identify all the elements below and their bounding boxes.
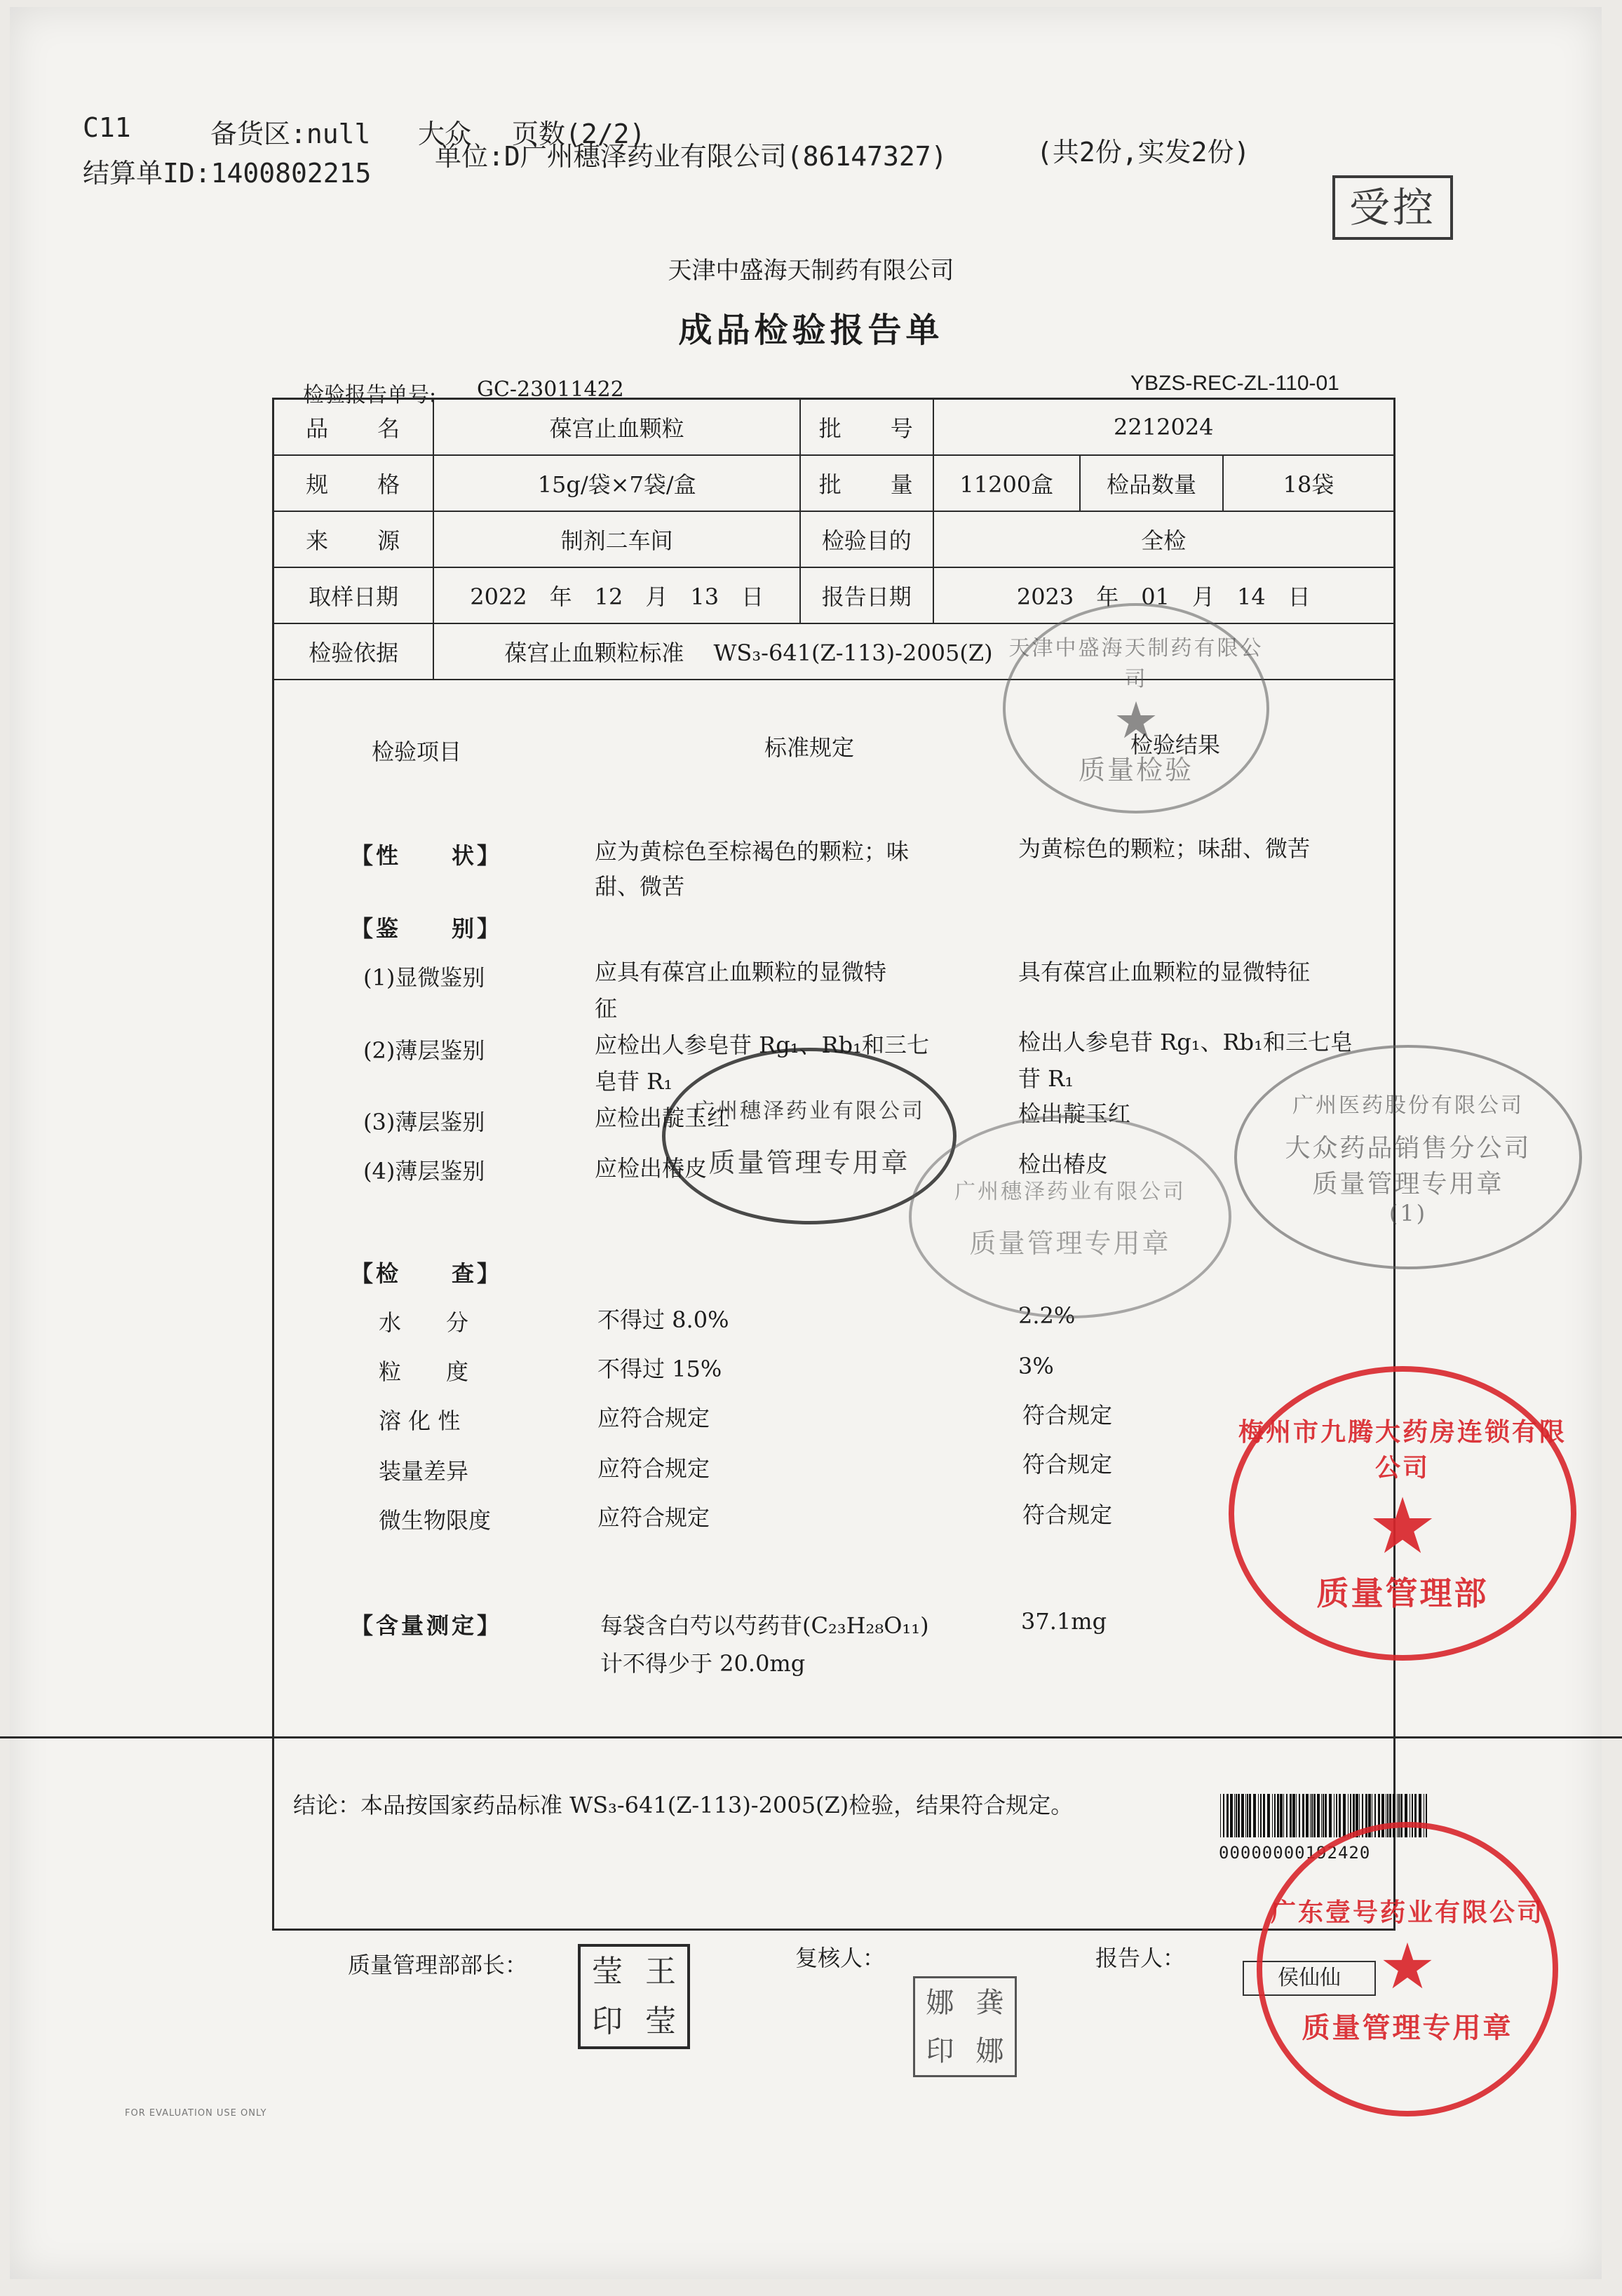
column-result: 检验结果 [1130,731,1221,758]
header-code: C11 [83,112,131,143]
header-unit: 单位:D广州穗泽药业有限公司(86147327) [435,141,947,172]
barcode-bar [1336,1794,1337,1837]
barcode-bar [1393,1794,1395,1837]
assay-standard-1: 每袋含白芍以芍药苷(C₂₃H₂₈O₁₁) [600,1612,929,1639]
ident3-standard: 应检出靛玉红 [595,1105,730,1131]
granule-standard: 不得过 15% [597,1356,722,1382]
barcode-bar [1362,1794,1363,1837]
barcode-bar [1249,1794,1251,1837]
sample-date-label: 取样日期 [274,567,433,623]
barcode-bar [1241,1794,1244,1837]
suize-faint-stamp-core: 质量管理专用章 [969,1227,1171,1259]
reviewer-seal-char: 娜 [975,2034,1004,2067]
ident4-standard: 应检出椿皮 [595,1155,708,1182]
loading-result: 符合规定 [1022,1451,1113,1478]
batch-quantity: 11200盒 [933,455,1080,511]
barcode-bar [1299,1794,1300,1837]
sample-quantity-label: 检品数量 [1080,455,1223,511]
tianjin-stamp-core: 质量检验 [1078,754,1194,785]
ident3-label: (3)薄层鉴别 [363,1109,485,1135]
barcode-bar [1381,1794,1384,1837]
barcode-bar [1405,1794,1407,1837]
inspection-basis: 葆宫止血颗粒标准 WS₃-641(Z-113)-2005(Z) [433,623,1393,680]
barcode-bar [1296,1794,1297,1837]
barcode-bar [1350,1794,1351,1837]
loading-standard: 应符合规定 [597,1455,710,1482]
barcode-bar [1325,1794,1327,1837]
barcode-number: 00000000192420 [1219,1843,1371,1863]
column-item: 检验项目 [372,738,462,765]
barcode-bar [1310,1794,1311,1837]
evaluation-watermark: FOR EVALUATION USE ONLY [125,2108,267,2119]
barcode-bar [1397,1794,1398,1837]
barcode-bar [1321,1794,1322,1837]
barcode-bar [1258,1794,1259,1837]
product-source: 制剂二车间 [433,511,800,567]
qa-head-seal-char: 莹 [645,2003,676,2039]
assay-standard-2: 计不得少于 20.0mg [600,1650,806,1677]
appearance-result: 为黄棕色的颗粒；味甜、微苦 [1018,835,1311,862]
barcode-bar [1414,1794,1417,1837]
guangzhou-stamp-core-2: 质量管理专用章 [1312,1170,1504,1198]
qa-head-seal-char: 王 [645,1953,676,1990]
reviewer-seal-char: 龚 [975,1986,1004,2019]
batch-label: 批 号 [800,400,933,455]
report-title: 成品检验报告单 [678,311,944,350]
ident2-label: (2)薄层鉴别 [363,1037,485,1064]
qa-head-seal-char: 莹 [592,1953,623,1990]
barcode-bar [1267,1794,1270,1837]
name-label: 品 名 [274,400,433,455]
barcode-bar [1260,1794,1262,1837]
water-label: 水 分 [379,1309,469,1336]
assay-result: 37.1mg [1021,1608,1107,1635]
document-code: YBZS-REC-ZL-110-01 [1130,372,1339,395]
barcode-bar [1412,1794,1413,1837]
barcode-bar [1348,1794,1349,1837]
product-spec: 15g/袋×7袋/盒 [433,455,800,511]
report-number: GC-23011422 [477,377,624,402]
loading-label: 装量差异 [379,1458,469,1485]
report-date: 2023 年 01 月 14 日 [933,567,1393,623]
barcode-bar [1339,1794,1341,1837]
solubility-label: 溶 化 性 [379,1407,461,1434]
sample-quantity: 18袋 [1223,455,1393,511]
ident2-standard-2: 皂苷 R₁ [595,1068,673,1095]
barcode-bar [1234,1794,1235,1837]
reporter-label: 报告人： [1095,1945,1186,1971]
ident1-label: (1)显微鉴别 [363,964,485,991]
ident1-result: 具有葆宫止血颗粒的显微特征 [1018,959,1311,985]
barcode-bar [1356,1794,1358,1837]
reviewer-seal [913,1976,1017,2077]
sample-date: 2022 年 12 月 13 日 [433,567,800,623]
barcode-bar [1353,1794,1355,1837]
ident2-result-1: 检出人参皂苷 Rg₁、Rb₁和三七皂 [1018,1029,1353,1055]
check-label: 【检 查】 [351,1260,503,1287]
barcode-bar [1323,1794,1324,1837]
guangdong-stamp-ring: 广东壹号药业有限公司 [1270,1898,1544,1927]
guangzhou-stamp-core-3: (1) [1388,1200,1428,1227]
barcode-bar [1419,1794,1421,1837]
suize-stamp-core: 质量管理专用章 [708,1147,910,1178]
water-standard: 不得过 8.0% [597,1306,729,1333]
barcode-bar [1311,1794,1313,1837]
qa-head-seal-char: 印 [592,2003,623,2039]
barcode-bar [1306,1794,1309,1837]
header-dept: 大众 [418,119,472,149]
ident2-result-2: 苷 R₁ [1018,1065,1074,1092]
report-number-label: 检验报告单号: [303,383,437,407]
divider-line [0,1736,1622,1738]
ident4-result: 检出椿皮 [1018,1151,1109,1177]
barcode-bar [1317,1794,1320,1837]
purpose-label: 检验目的 [800,511,933,567]
solubility-standard: 应符合规定 [597,1405,710,1431]
barcode-bar [1226,1794,1229,1837]
barcode-bar [1277,1794,1279,1837]
source-label: 来 源 [274,511,433,567]
suize-faint-stamp-ring: 广州穗泽药业有限公司 [954,1179,1186,1204]
company-name: 天津中盛海天制药有限公司 [668,257,954,285]
column-standard: 标准规定 [764,734,855,761]
barcode-bar [1290,1794,1292,1837]
water-result: 2.2% [1018,1302,1076,1329]
controlled-stamp: 受控 [1332,175,1453,240]
header-area: 备货区:null [210,119,371,149]
appearance-standard-1: 应为黄棕色至棕褐色的颗粒；味 [595,838,910,865]
header-pages: 页数(2/2) [512,119,646,149]
suize-stamp-ring: 广州穗泽药业有限公司 [694,1098,925,1123]
granule-result: 3% [1018,1353,1054,1379]
appearance-label: 【性 状】 [351,842,503,869]
solubility-result: 符合规定 [1022,1402,1113,1429]
micro-standard: 应符合规定 [597,1504,710,1531]
report-date-label: 报告日期 [800,567,933,623]
ident2-standard-1: 应检出人参皂苷 Rg₁、Rb₁和三七 [595,1032,929,1058]
barcode-bar [1272,1794,1273,1837]
ident3-result: 检出靛玉红 [1018,1100,1131,1127]
barcode-bar [1236,1794,1237,1837]
star-icon: ★ [1113,690,1159,750]
micro-label: 微生物限度 [379,1507,492,1534]
micro-result: 符合规定 [1022,1501,1113,1528]
reviewer-seal-char: 印 [926,2034,954,2067]
assay-label: 【含量测定】 [351,1612,503,1639]
barcode-bar [1220,1794,1221,1837]
ident4-label: (4)薄层鉴别 [363,1158,485,1184]
reviewer-label: 复核人： [795,1945,886,1971]
barcode-bar [1365,1794,1367,1837]
barcode-bar [1280,1794,1283,1837]
conclusion: 结论：本品按国家药品标准 WS₃-641(Z-113)-2005(Z)检验，结果符合规定。 [293,1792,1074,1818]
barcode-bars [1219,1794,1429,1837]
ident1-standard-2: 征 [595,995,618,1022]
header-copies: (共2份,实发2份) [1036,137,1250,168]
basis-label: 检验依据 [274,623,433,680]
quantity-label: 批 量 [800,455,933,511]
barcode-bar [1247,1794,1248,1837]
barcode-bar [1283,1794,1284,1837]
granule-label: 粒 度 [379,1358,469,1385]
meizhou-stamp-core: 质量管理部 [1316,1574,1489,1612]
barcode-bar [1400,1794,1403,1837]
barcode-bar [1378,1794,1380,1837]
barcode-bar [1292,1794,1295,1837]
product-name: 葆宫止血颗粒 [433,400,800,455]
barcode-bar [1359,1794,1360,1837]
barcode-bar [1398,1794,1400,1837]
barcode-bar [1245,1794,1246,1837]
barcode-bar [1223,1794,1224,1837]
batch-number: 2212024 [933,400,1393,455]
guangdong-stamp-core: 质量管理专用章 [1302,2011,1513,2044]
barcode-bar [1286,1794,1288,1837]
barcode-bar [1329,1794,1332,1837]
barcode-bar [1263,1794,1265,1837]
guangzhou-stamp-core-1: 大众药品销售分公司 [1285,1134,1532,1163]
identification-label: 【鉴 别】 [351,915,503,942]
header-settlement-id: 结算单ID:1400802215 [83,158,372,189]
barcode-bar [1389,1794,1391,1837]
barcode-bar [1253,1794,1256,1837]
spec-label: 规 格 [274,455,433,511]
guangzhou-stamp-ring: 广州医药股份有限公司 [1292,1093,1524,1118]
barcode-bar [1313,1794,1316,1837]
barcode-bar [1238,1794,1240,1837]
star-icon: ★ [1379,1930,1436,2004]
inspection-purpose: 全检 [933,511,1393,567]
barcode-bar [1368,1794,1371,1837]
barcode-bar [1426,1794,1427,1837]
qa-head-seal [578,1944,690,2049]
barcode-bar [1230,1794,1233,1837]
meizhou-stamp-ring: 梅州市九腾大药房连锁有限公司 [1238,1417,1567,1483]
reporter-signature: 侯仙仙 [1243,1961,1376,1996]
barcode-bar [1343,1794,1346,1837]
appearance-standard-2: 甜、微苦 [595,873,685,900]
tianjin-stamp-ring: 天津中盛海天制药有限公司 [1008,635,1264,691]
star-icon: ★ [1367,1481,1438,1571]
barcode-bar [1374,1794,1376,1837]
ident1-standard-1: 应具有葆宫止血颗粒的显微特 [595,959,887,985]
reviewer-seal-char: 娜 [926,1986,954,2019]
barcode-bar [1387,1794,1388,1837]
barcode-bar [1302,1794,1304,1837]
barcode-bar [1274,1794,1276,1837]
qa-head-label: 质量管理部部长： [348,1952,528,1978]
barcode [1219,1794,1429,1867]
info-table [274,400,1393,680]
